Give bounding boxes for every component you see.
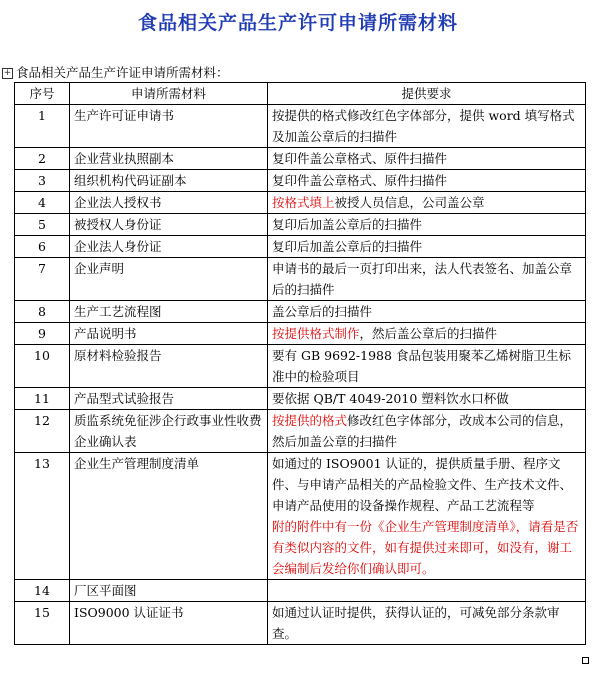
row-requirement [268, 345, 586, 388]
row-requirement [268, 105, 586, 148]
row-requirement [268, 192, 586, 214]
row-requirement [268, 323, 586, 345]
table-row [15, 105, 586, 148]
requirement-text: 复印件盖公章格式、原件扫描件 [272, 173, 448, 188]
requirement-highlight: 按提供格式制作 [272, 326, 360, 341]
header-requirement: 提供要求 [268, 83, 586, 105]
row-requirement [268, 602, 586, 645]
header-material: 申请所需材料 [70, 83, 268, 105]
requirement-text: 复印件盖公章格式、原件扫描件 [272, 151, 448, 166]
table-row [15, 236, 586, 258]
requirement-text: 如通过认证时提供，获得认证的，可减免部分条款审查。 [272, 605, 560, 641]
row-number: 12 [15, 410, 70, 453]
row-material: 厂区平面图 [70, 580, 268, 602]
row-material: 产品型式试验报告 [70, 388, 268, 410]
row-material: 组织机构代码证副本 [70, 170, 268, 192]
header-number: 序号 [15, 83, 70, 105]
row-material: 企业营业执照副本 [70, 148, 268, 170]
row-number: 11 [15, 388, 70, 410]
requirement-text: 被授人员信息，公司盖公章 [334, 195, 485, 210]
row-number: 9 [15, 323, 70, 345]
row-number: 10 [15, 345, 70, 388]
table-row [15, 345, 586, 388]
row-requirement [268, 410, 586, 453]
row-material: 产品说明书 [70, 323, 268, 345]
row-material: 企业生产管理制度清单 [70, 453, 268, 580]
requirement-text: 如通过的 ISO9001 认证的，提供质量手册、程序文件、与申请产品相关的产品检验文件、生产技术文件、申请产品使用的设备操作规程、产品工艺流程等 [272, 456, 573, 513]
row-material: 企业法人身份证 [70, 236, 268, 258]
table-row [15, 301, 586, 323]
table-row [15, 410, 586, 453]
row-requirement [268, 236, 586, 258]
table-row [15, 258, 586, 301]
row-requirement [268, 258, 586, 301]
requirement-text: ，然后盖公章后的扫描件 [359, 326, 498, 341]
row-material: 企业法人授权书 [70, 192, 268, 214]
row-number: 1 [15, 105, 70, 148]
row-material: 质监系统免征涉企行政事业性收费企业确认表 [70, 410, 268, 453]
requirement-text: 修改红色字体部分，改成本公司的信息，然后加盖公章的扫描件 [272, 413, 573, 449]
row-requirement [268, 301, 586, 323]
table-row [15, 148, 586, 170]
row-requirement [268, 148, 586, 170]
row-number: 13 [15, 453, 70, 580]
requirement-highlight: 按格式填上 [272, 195, 335, 210]
row-requirement [268, 388, 586, 410]
row-material: 生产工艺流程图 [70, 301, 268, 323]
row-number: 5 [15, 214, 70, 236]
row-number: 3 [15, 170, 70, 192]
row-material: 生产许可证申请书 [70, 105, 268, 148]
table-header-row [15, 83, 586, 105]
row-number: 14 [15, 580, 70, 602]
row-requirement [268, 170, 586, 192]
row-number: 4 [15, 192, 70, 214]
table-row [15, 602, 586, 645]
row-number: 6 [15, 236, 70, 258]
table-row [15, 323, 586, 345]
requirement-text: 盖公章后的扫描件 [272, 304, 373, 319]
row-number: 2 [15, 148, 70, 170]
table-move-handle-icon[interactable]: + [3, 68, 12, 78]
table-row [15, 388, 586, 410]
requirement-text: 要依据 QB/T 4049-2010 塑料饮水口杯做 [272, 391, 509, 406]
requirement-text: 按提供的格式修改红色字体部分，提供 word 填写格式及加盖公章后的扫描件 [272, 108, 575, 144]
row-material: ISO9000 认证证书 [70, 602, 268, 645]
row-material: 被授权人身份证 [70, 214, 268, 236]
requirement-text: 申请书的最后一页打印出来，法人代表签名、加盖公章后的扫描件 [272, 261, 573, 297]
table-resize-handle[interactable] [582, 657, 589, 664]
requirement-text: 复印后加盖公章后的扫描件 [272, 239, 423, 254]
table-row [15, 580, 586, 602]
row-number: 15 [15, 602, 70, 645]
document-title: 食品相关产品生产许可申请所需材料 [137, 12, 458, 34]
row-material: 原材料检验报告 [70, 345, 268, 388]
table-row [15, 453, 586, 580]
table-caption: 食品相关产品生产许证申请所需材料： [16, 65, 229, 80]
requirement-note: 附的附件中有一份《企业生产管理制度清单》，请看是否有类似内容的文件，如有提供过来即可，如没有，谢工会编制后发给你们确认即可。 [272, 519, 579, 576]
requirement-text: 要有 GB 9692-1988 食品包装用聚苯乙烯树脂卫生标准中的检验项目 [272, 348, 571, 384]
table-row [15, 192, 586, 214]
row-requirement [268, 580, 586, 602]
row-requirement [268, 214, 586, 236]
table-row [15, 214, 586, 236]
row-number: 8 [15, 301, 70, 323]
requirement-highlight: 按提供的格式 [272, 413, 348, 428]
requirements-table [14, 82, 586, 645]
row-material: 企业声明 [70, 258, 268, 301]
table-row [15, 170, 586, 192]
requirement-text: 复印后加盖公章后的扫描件 [272, 217, 423, 232]
row-number: 7 [15, 258, 70, 301]
row-requirement [268, 453, 586, 580]
